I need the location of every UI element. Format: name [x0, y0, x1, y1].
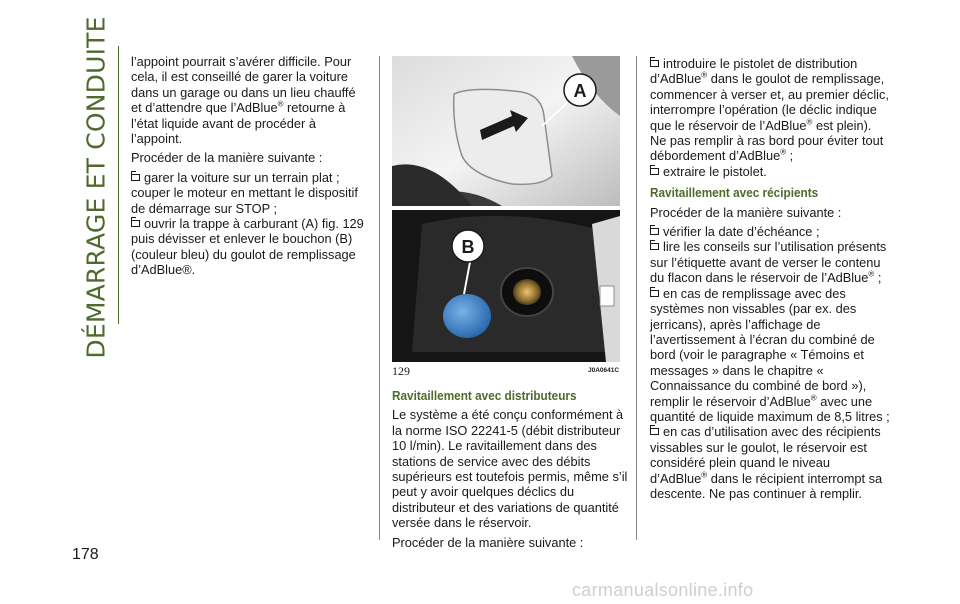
bullet-text: en cas d’utilisation avec des récipients vissables sur le goulot, le réservoir est considéré plein quand le niveau d’AdBlue: [650, 424, 881, 486]
bullet-icon: [131, 220, 140, 227]
bullet-item: [650, 164, 890, 179]
callout-a-label: A: [573, 81, 587, 101]
bullet-item: [650, 286, 890, 425]
text: retourne à l’état liquide avant de procéder à l’appoint.: [131, 100, 346, 147]
bullet-icon: [650, 243, 659, 250]
section-title-text: DÉMARRAGE ET CONDUITE: [81, 15, 111, 359]
bullet-icon: [650, 428, 659, 435]
paragraph: Procéder de la manière suivante :: [392, 534, 584, 550]
registered-mark: ®: [701, 470, 708, 480]
column-divider: [379, 56, 380, 540]
figure-code: J0A0641C: [588, 367, 620, 374]
page-number: 178: [72, 546, 99, 563]
registered-mark: ®: [810, 393, 817, 403]
bullet-text: ;: [786, 148, 794, 164]
bullet-item: [131, 170, 369, 216]
registered-mark: ®: [868, 270, 875, 280]
paragraph: Procéder de la manière suivante :: [131, 150, 323, 166]
bullet-icon: [650, 168, 659, 175]
bullet-item: [131, 216, 369, 278]
paragraph: Procéder de la manière suivante :: [650, 204, 842, 220]
bullet-item: [650, 56, 890, 164]
bullet-icon: [650, 228, 659, 235]
bullet-text: en cas de remplissage avec des systèmes non vissables (par ex. des jerricans), après l’affichage de l’avertissement à l’écran du combiné de bord (voir le paragraphe « Témoins et messages » dans le chapitre « Connaissance du combiné de bord »), remplir le réservoir d’AdBlue: [650, 285, 875, 409]
fuel-neck: [513, 279, 541, 305]
figure-number: 129: [392, 364, 410, 378]
section-rule: [118, 46, 119, 324]
bullet-icon: [131, 174, 140, 181]
bullet-text: dans le récipient interrompt sa descente. Ne pas continuer à remplir.: [650, 470, 883, 501]
bullet-text: garer la voiture sur un terrain plat ; couper le moteur en mettant le dispositif de démarrage sur STOP ;: [131, 169, 358, 216]
bullet-item: [650, 424, 890, 501]
bullet-text: extraire le pistolet.: [663, 163, 767, 179]
paragraph: [131, 54, 369, 146]
section-title: [74, 15, 118, 359]
adblue-cap: [443, 294, 491, 338]
bullet-item: [650, 224, 890, 239]
section-heading: Ravitaillement avec récipients: [650, 185, 819, 201]
figure-illustration: [392, 56, 620, 362]
column-2: [392, 382, 628, 554]
registered-mark: ®: [277, 99, 284, 109]
bullet-text: introduire le pistolet de distribution d’AdBlue: [650, 56, 858, 87]
bullet-text: lire les conseils sur l’utilisation présents sur l’étiquette avant de verser le contenu du flacon dans le réservoir de l’AdBlue: [650, 239, 887, 286]
bullet-text: ;: [874, 270, 882, 286]
column-1: [131, 54, 369, 278]
watermark: carmanualsonline.info: [572, 580, 754, 600]
registered-mark: ®: [780, 148, 787, 158]
column-3: [650, 56, 890, 501]
registered-mark: ®: [806, 117, 813, 127]
section-heading: Ravitaillement avec distributeurs: [392, 388, 577, 403]
bullet-icon: [650, 290, 659, 297]
bullet-text: est plein). Ne pas remplir à ras bord pour éviter tout débordement d’AdBlue: [650, 117, 884, 164]
column-divider: [636, 56, 637, 540]
text: l’appoint pourrait s’avérer difficile. Pour cela, il est conseillé de garer la voiture dans un garage ou dans un lieu chauffé et d’attendre que l’AdBlue: [131, 54, 356, 116]
bullet-text: ouvrir la trappe à carburant (A) fig. 129 puis dévisser et enlever le bouchon (B) (couleur bleu) du goulot de remplissage d’AdBlue®.: [131, 216, 364, 278]
bullet-item: [650, 239, 890, 285]
bullet-text: vérifier la date d’échéance ;: [663, 224, 820, 240]
label-sticker: [600, 286, 614, 306]
bullet-icon: [650, 60, 659, 67]
callout-b-label: B: [461, 237, 475, 257]
bullet-text: dans le goulot de remplissage, commencer à verser et, au premier déclic, interrompre l’opération (le déclic indique que le réservoir de l’AdBlue: [650, 71, 889, 133]
registered-mark: ®: [701, 71, 708, 81]
bullet-text: avec une quantité de liquide maximum de 8,5 litres ;: [650, 393, 890, 424]
figure-129: [392, 56, 620, 362]
paragraph: Le système a été conçu conformément à la norme ISO 22241-5 (débit distributeur 10 l/min). Le ravitaillement dans des stations de service avec des débits supérieurs est toutefois permis, même s’il peut y avoir quelques déclics du distributeur et des variations de quantité versée dans le réservoir.: [392, 407, 628, 531]
